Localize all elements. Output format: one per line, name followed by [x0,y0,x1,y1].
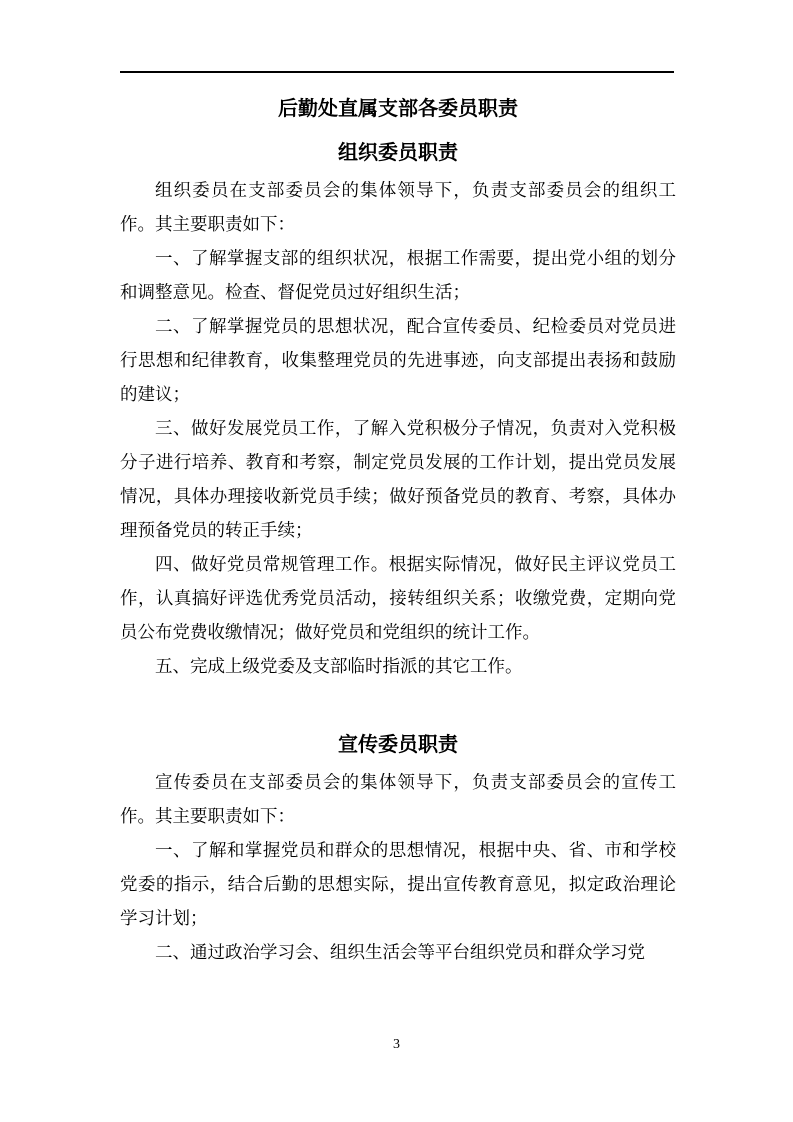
paragraph: 二、通过政治学习会、组织生活会等平台组织党员和群众学习党 [155,943,645,963]
paragraph: 四、做好党员常规管理工作。根据实际情况，做好民主评议党员工作，认真搞好评选优秀党员活动，接转组织关系；收缴党费，定期向党员公布党费收缴情况；做好党员和党组织的统计工作。 [120,555,676,643]
section-publicity [120,722,676,970]
paragraph: 三、做好发展党员工作，了解入党积极分子情况，负责对入党积极分子进行培养、教育和考察，制定党员发展的工作计划，提出党员发展情况，具体办理接收新党员手续；做好预备党员的教育、考察，具体办理预备党员的转正手续； [120,419,676,541]
paragraph: 宣传委员在支部委员会的集体领导下，负责支部委员会的宣传工作。其主要职责如下： [120,773,676,827]
section-spacer [120,684,676,722]
section-title: 宣传委员职责 [338,732,458,756]
page-number: 3 [393,1037,400,1052]
section-organization [120,130,676,684]
document-title: 后勤处直属支部各委员职责 [278,96,518,120]
header-rule [120,71,674,73]
paragraph: 组织委员在支部委员会的集体领导下，负责支部委员会的组织工作。其主要职责如下： [120,181,676,235]
paragraph: 二、了解掌握党员的思想状况，配合宣传委员、纪检委员对党员进行思想和纪律教育，收集整理党员的先进事迹，向支部提出表扬和鼓励的建议； [120,317,676,405]
paragraph: 一、了解和掌握党员和群众的思想情况，根据中央、省、市和学校党委的指示，结合后勤的思想实际，提出宣传教育意见，拟定政治理论学习计划； [120,841,676,929]
document-body [120,86,676,970]
section-title: 组织委员职责 [338,140,458,164]
paragraph: 五、完成上级党委及支部临时指派的其它工作。 [155,657,523,677]
paragraph: 一、了解掌握支部的组织状况，根据工作需要，提出党小组的划分和调整意见。检查、督促党员过好组织生活； [120,249,676,303]
